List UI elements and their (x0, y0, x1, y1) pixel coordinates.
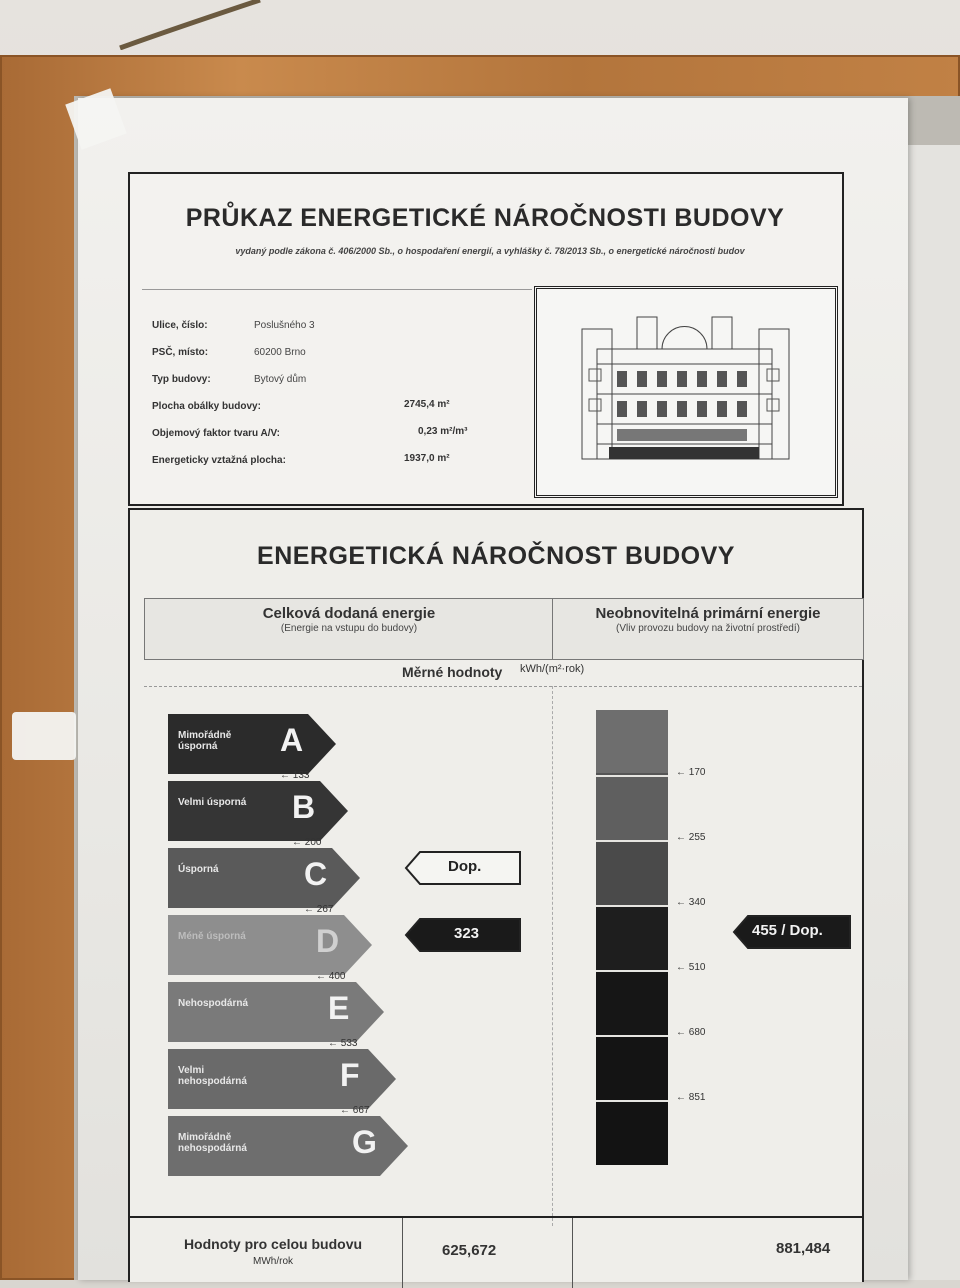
envelope-label: Plocha obálky budovy: (152, 401, 261, 412)
totals-separator-2 (572, 1218, 573, 1288)
recommended-pointer (404, 850, 522, 891)
column-divider (552, 686, 553, 1226)
area-label: Energeticky vztažná plocha: (152, 455, 286, 466)
primary-energy-threshold: ← 851 (676, 1092, 706, 1103)
hanging-string (110, 0, 270, 50)
type-label: Typ budovy: (152, 374, 211, 385)
psc-label: PSČ, místo: (152, 347, 209, 358)
recommended-pointer-label: Dop. (448, 858, 482, 875)
totals-label: Hodnoty pro celou budovu (183, 1236, 363, 1252)
energy-class-letter: G (352, 1124, 377, 1160)
primary-energy-bar-segment (596, 775, 668, 840)
primary-energy-title: Neobnovitelná primární energie (595, 605, 821, 622)
certificate-header (128, 172, 844, 506)
energy-class-letter: A (280, 722, 304, 758)
total-delivered-energy: 625,672 (442, 1242, 497, 1259)
delivered-energy-subtitle: (Energie na vstupu do budovy) (280, 623, 418, 634)
building-drawing (534, 286, 838, 498)
certificate-title: PRŮKAZ ENERGETICKÉ NÁROČNOSTI BUDOVY (185, 204, 785, 232)
building-info (142, 289, 532, 500)
primary-energy-threshold: ← 340 (676, 897, 706, 908)
total-primary-energy: 881,484 (776, 1240, 831, 1257)
totals-separator-1 (402, 1218, 403, 1288)
delivered-energy-pointer (404, 917, 522, 958)
energy-class-label: Mimořádně úsporná (178, 730, 232, 752)
delivered-energy-title: Celková dodaná energie (262, 605, 436, 622)
primary-energy-threshold: ← 510 (676, 962, 706, 973)
primary-energy-threshold: ← 255 (676, 832, 706, 843)
energy-class-label: Velmi úsporná (178, 797, 247, 808)
energy-class-f (168, 1049, 398, 1109)
building-totals (130, 1216, 862, 1288)
street-value: Poslušného 3 (254, 320, 315, 331)
energy-class-label: Mimořádně nehospodárná (178, 1132, 247, 1154)
primary-energy-bar-segment (596, 1035, 668, 1100)
specific-values-row (144, 658, 862, 687)
energy-class-threshold: ← 667 (340, 1105, 370, 1116)
specific-values-label: Měrné hodnoty (402, 664, 503, 680)
energy-class-letter: C (304, 856, 328, 892)
area-value: 1937,0 m² (404, 453, 450, 464)
energy-class-label: Nehospodárná (178, 998, 249, 1009)
energy-class-a (168, 714, 338, 774)
energy-class-letter: F (340, 1057, 360, 1093)
primary-energy-threshold: ← 170 (676, 767, 706, 778)
primary-energy-bar-segment (596, 840, 668, 905)
primary-energy-threshold: ← 680 (676, 1027, 706, 1038)
energy-class-letter: E (328, 990, 350, 1026)
energy-class-label: Úsporná (178, 864, 219, 875)
energy-class-label: Velmi nehospodárná (178, 1065, 247, 1087)
certificate-subtitle: vydaný podle zákona č. 406/2000 Sb., o hospodaření energií, a vyhlášky č. 78/2013 Sb., o energetické náročnosti budov (235, 246, 745, 256)
primary-energy-bar-segment (596, 1100, 668, 1165)
energy-class-threshold: ← 200 (292, 837, 322, 848)
psc-value: 60200 Brno (254, 347, 306, 358)
energy-class-letter: B (292, 789, 316, 825)
type-value: Bytový dům (254, 374, 307, 385)
energy-section (128, 508, 864, 1282)
street-label: Ulice, číslo: (152, 320, 208, 331)
primary-energy-bar-segment (596, 905, 668, 970)
primary-energy-value: 455 / Dop. (752, 922, 823, 939)
primary-energy-bar (596, 710, 668, 1165)
energy-class-d (168, 915, 374, 975)
shape-value: 0,23 m²/m³ (418, 426, 468, 437)
energy-class-threshold: ← 267 (304, 904, 334, 915)
energy-class-b (168, 781, 350, 841)
energy-class-threshold: ← 400 (316, 971, 346, 982)
specific-values-unit: kWh/(m²·rok) (520, 663, 585, 675)
energy-class-threshold: ← 133 (280, 770, 310, 781)
primary-energy-bar-segment (596, 710, 668, 773)
energy-class-c (168, 848, 362, 908)
delivered-energy-header (144, 598, 554, 660)
energy-class-letter: D (316, 923, 340, 959)
primary-energy-pointer (732, 914, 852, 955)
envelope-value: 2745,4 m² (404, 399, 450, 410)
primary-energy-header (552, 598, 864, 660)
tape-left (12, 712, 76, 760)
energy-class-threshold: ← 533 (328, 1038, 358, 1049)
energy-class-g (168, 1116, 410, 1176)
delivered-energy-value: 323 (454, 925, 480, 942)
shape-label: Objemový faktor tvaru A/V: (152, 428, 280, 439)
primary-energy-bar-segment (596, 970, 668, 1035)
energy-class-label: Méně úsporná (178, 931, 246, 942)
energy-class-e (168, 982, 386, 1042)
totals-unit: MWh/rok (253, 1256, 293, 1267)
energy-title: ENERGETICKÁ NÁROČNOST BUDOVY (257, 542, 735, 570)
primary-energy-subtitle: (Vliv provozu budovy na životní prostředí) (616, 623, 800, 634)
